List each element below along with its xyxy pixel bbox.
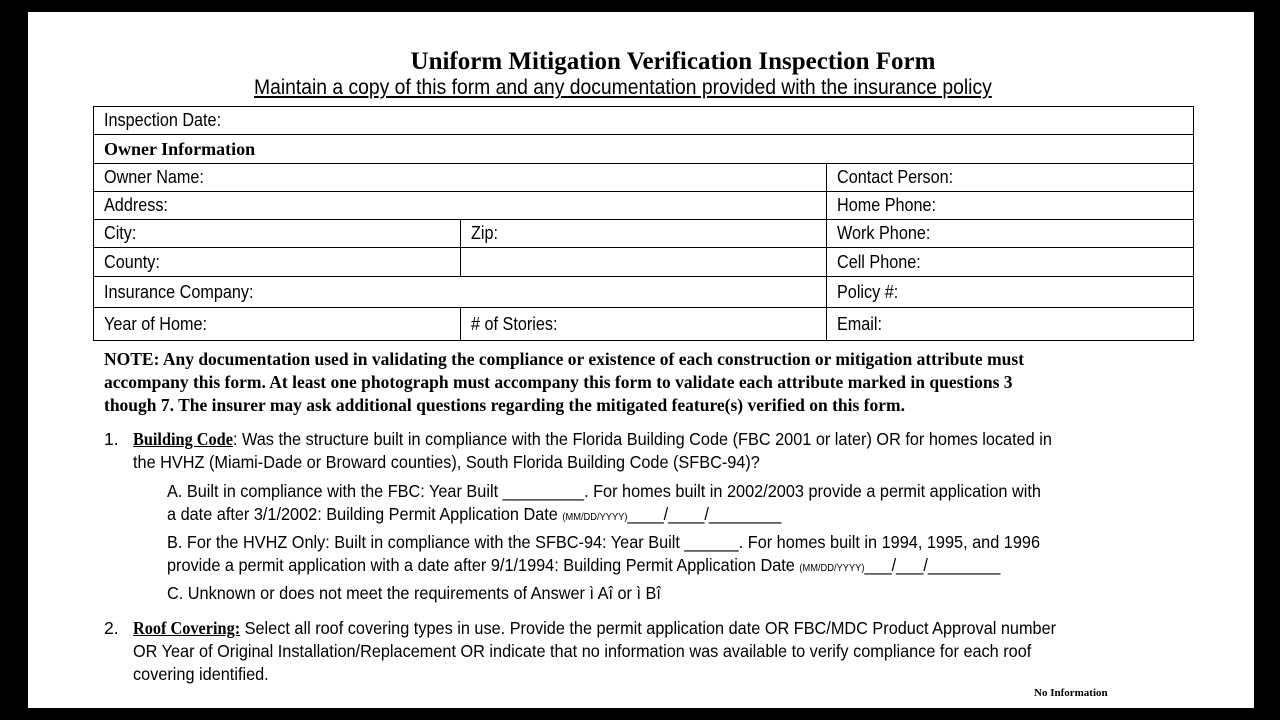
owner-info-table	[93, 106, 1194, 341]
q1-option-a-line2[interactable]: a date after 3/1/2002: Building Permit Application Date (MM/DD/YYYY)____/____/________	[167, 504, 782, 524]
q2-line1: Roof Covering: Select all roof covering types in use. Provide the permit application date OR FBC/MDC Product Approval number	[133, 618, 1057, 638]
inspection-date-field[interactable]: Inspection Date:	[94, 107, 1194, 135]
zip-field[interactable]: Zip:	[461, 220, 827, 248]
stories-field[interactable]: # of Stories:	[461, 308, 827, 341]
note-paragraph: NOTE: Any documentation used in validating the compliance or existence of each construction or mitigation attribute must accompany this form. At least one photograph must accompany this form to validate each attribute marked in questions 3 though 7. The insurer may ask additional questions regarding the mitigated feature(s) verified on this form.	[104, 349, 1025, 415]
no-information-header: No Information	[1034, 687, 1108, 699]
work-phone-field[interactable]: Work Phone:	[827, 220, 1194, 248]
contact-person-field[interactable]: Contact Person:	[827, 164, 1194, 192]
q1-heading: Building Code	[133, 429, 233, 449]
q1-option-a-line1[interactable]: A. Built in compliance with the FBC: Year Built _________. For homes built in 2002/2003 provide a permit application with	[167, 481, 1041, 501]
q1-line2: the HVHZ (Miami-Dade or Broward counties), South Florida Building Code (SFBC-94)?	[133, 452, 760, 472]
owner-info-heading: Owner Information	[94, 135, 1194, 164]
q1-line1: Building Code: Was the structure built in compliance with the Florida Building Code (FBC 2001 or later) OR for homes located in	[133, 429, 1052, 449]
q2-line3: covering identified.	[133, 664, 269, 684]
q1-option-b-line2[interactable]: provide a permit application with a date after 9/1/1994: Building Permit Application Date (MM/DD/YYYY)___/___/________	[167, 555, 1001, 575]
policy-number-field[interactable]: Policy #:	[827, 277, 1194, 308]
year-of-home-field[interactable]: Year of Home:	[94, 308, 461, 341]
q1-number: 1.	[104, 429, 119, 449]
q2-number: 2.	[104, 618, 119, 638]
q2-heading: Roof Covering:	[133, 618, 241, 638]
form-subtitle: Maintain a copy of this form and any documentation provided with the insurance policy	[254, 76, 992, 99]
form-title: Uniform Mitigation Verification Inspection Form	[410, 48, 936, 75]
email-field[interactable]: Email:	[827, 308, 1194, 341]
cell-phone-field[interactable]: Cell Phone:	[827, 248, 1194, 277]
county-field[interactable]: County:	[94, 248, 461, 277]
owner-name-field[interactable]: Owner Name:	[94, 164, 827, 192]
q2-line2: OR Year of Original Installation/Replacement OR indicate that no information was available to verify compliance for each roof	[133, 641, 1032, 661]
form-page	[28, 12, 1254, 708]
q1-option-c[interactable]: C. Unknown or does not meet the requirements of Answer ì Aî or ì Bî	[167, 583, 661, 603]
blank-field[interactable]	[461, 248, 827, 277]
address-field[interactable]: Address:	[94, 192, 827, 220]
city-field[interactable]: City:	[94, 220, 461, 248]
insurance-company-field[interactable]: Insurance Company:	[94, 277, 827, 308]
home-phone-field[interactable]: Home Phone:	[827, 192, 1194, 220]
q1-option-b-line1[interactable]: B. For the HVHZ Only: Built in compliance with the SFBC-94: Year Built ______. For homes built in 1994, 1995, and 1996	[167, 532, 1041, 552]
